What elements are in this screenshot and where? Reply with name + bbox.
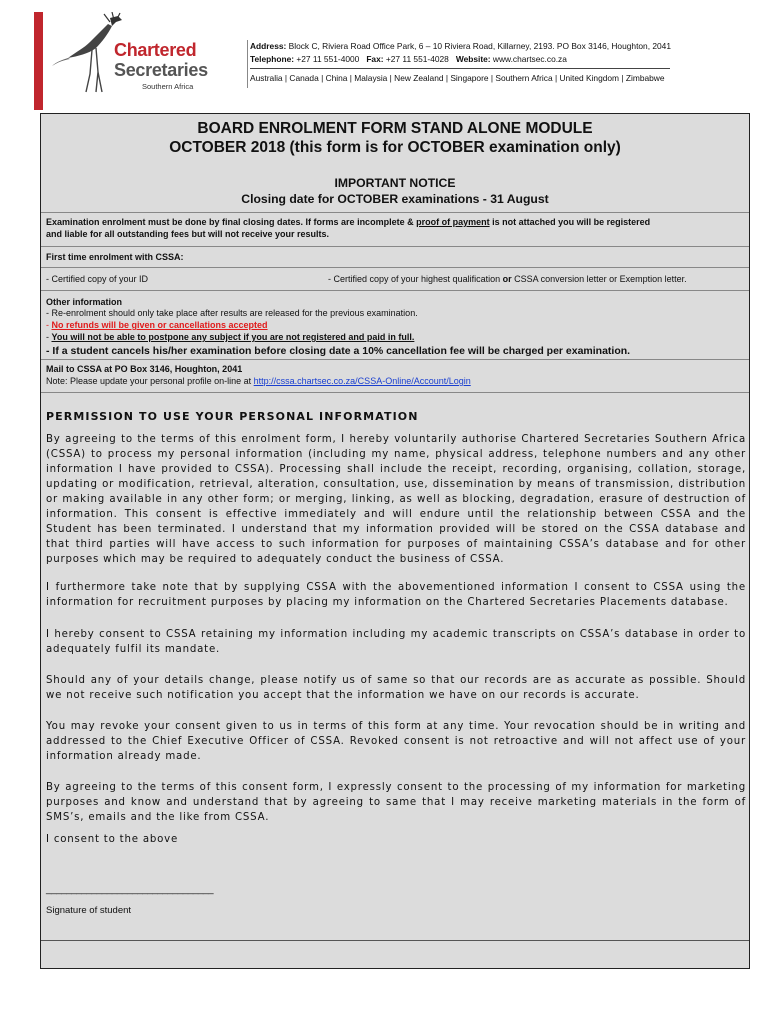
- divider: [41, 267, 749, 268]
- signature-label: Signature of student: [46, 905, 132, 916]
- header-rule: [250, 68, 670, 69]
- countries-list: Australia | Canada | China | Malaysia | New Zealand | Singapore | Southern Africa | United Kingdom | Zimbabwe: [250, 73, 665, 83]
- divider: [41, 359, 749, 360]
- notice-heading: IMPORTANT NOTICE: [334, 176, 456, 190]
- logo-name-line1: Chartered: [114, 40, 197, 60]
- enrolment-rules: Examination enrolment must be done by final closing dates. If forms are incomplete & proof of payment is not attached you will be registered and liable for all outstanding fees but will not receive your results.: [46, 217, 651, 239]
- divider: [41, 290, 749, 291]
- enrolment-form: [40, 113, 750, 969]
- permission-paragraph-6: By agreeing to the terms of this consent form, I expressly consent to the processing of my information for marketing purposes and know and understand that by agreeing to same that I may receive marketing materials in the form of SMS’s, emails and the like from CSSA.: [46, 782, 746, 823]
- brand-red-bar: [34, 12, 43, 110]
- first-time-heading: First time enrolment with CSSA:: [46, 252, 184, 262]
- form-subtitle: OCTOBER 2018 (this form is for OCTOBER examination only): [169, 139, 621, 156]
- divider: [41, 392, 749, 393]
- other-info-heading: Other information: [46, 297, 122, 307]
- header-divider: [247, 40, 248, 88]
- permission-paragraph-1: By agreeing to the terms of this enrolment form, I hereby voluntarily authorise Chartered Secretaries Southern Africa (CSSA) to process my personal information (including my name, physical address, telephone numbers and any other information I have provided to CSSA). Processing shall include the receipt, recording, organising, collation, storage, updating or modification, retrieval, alteration, consultation, use, dissemination by means of transmission, distribution or making available in any other form; or merging, linking, as well as blocking, degradation, erasure of destruction of information. This consent is effective immediately and will endure until the relationship between CSSA and the Student has been terminated. I understand that my information provided will be stored on the CSSA database and that third parties will have access to such information for purposes of maintaining CSSA’s database and for other purposes which may be required to adequately conduct the business of CSSA.: [46, 434, 746, 565]
- re-enrolment-note: - Re-enrolment should only take place after results are released for the previous examination.: [46, 308, 418, 318]
- form-title: BOARD ENROLMENT FORM STAND ALONE MODULE: [197, 120, 593, 137]
- profile-note: Note: Please update your personal profile on-line at http://cssa.chartsec.co.za/CSSA-Online/Account/Login: [46, 376, 471, 386]
- profile-link[interactable]: http://cssa.chartsec.co.za/CSSA-Online/Account/Login: [253, 376, 471, 386]
- signature-field[interactable]: _________________________________: [46, 884, 214, 895]
- phone-line: Telephone: +27 11 551-4000 Fax: +27 11 551-4028 Website: www.chartsec.co.za: [250, 54, 567, 64]
- permission-paragraph-3: I hereby consent to CSSA retaining my information including my academic transcripts on CSSA’s database in order to adequately fulfil its mandate.: [46, 629, 746, 655]
- consent-statement: I consent to the above: [46, 834, 179, 845]
- postpone-note: - You will not be able to postpone any subject if you are not registered and paid in full.: [46, 332, 415, 342]
- permission-heading: PERMISSION TO USE YOUR PERSONAL INFORMATION: [46, 410, 419, 423]
- no-refunds-note: - No refunds will be given or cancellations accepted: [46, 320, 268, 330]
- mail-address: Mail to CSSA at PO Box 3146, Houghton, 2041: [46, 364, 243, 374]
- closing-date: Closing date for OCTOBER examinations - 31 August: [241, 192, 549, 206]
- address-line: Address: Block C, Riviera Road Office Park, 6 – 10 Riviera Road, Killarney, 2193. PO Box 3146, Houghton, 2041: [250, 41, 671, 51]
- permission-paragraph-5: You may revoke your consent given to us in terms of this form at any time. Your revocation should be in writing and addressed to the Chief Executive Officer of CSSA. Revoked consent is not retroactive and will not affect use of your information already made.: [46, 721, 746, 762]
- requirement-qualification: - Certified copy of your highest qualification or CSSA conversion letter or Exemption letter.: [328, 274, 687, 284]
- requirement-id: - Certified copy of your ID: [46, 274, 149, 284]
- logo-subtitle: Southern Africa: [142, 82, 194, 91]
- logo-name-line2: Secretaries: [114, 60, 208, 80]
- divider: [41, 246, 749, 247]
- cssa-logo: [52, 12, 212, 94]
- permission-paragraph-2: I furthermore take note that by supplying CSSA with the abovementioned information I consent to CSSA using the information for recruitment purposes by placing my information on the Chartered Secretaries Placements database.: [46, 582, 746, 608]
- divider: [41, 212, 749, 213]
- permission-paragraph-4: Should any of your details change, please notify us of same so that our records are as accurate as possible. Should we not receive such notification you accept that the information we have on our records is accurate.: [46, 675, 746, 701]
- cancellation-fee-note: - If a student cancels his/her examination before closing date a 10% cancellation fee will be charged per examination.: [46, 345, 631, 357]
- contact-block: [250, 40, 671, 66]
- divider: [41, 940, 749, 941]
